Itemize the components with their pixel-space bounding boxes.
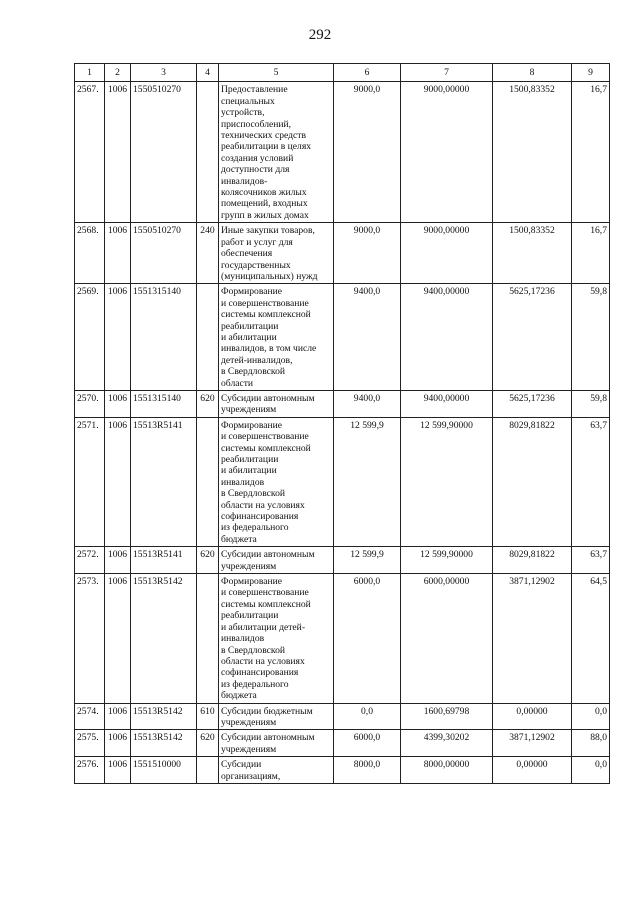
page-number: 292 [308,27,332,43]
item-name-line: колясочников жилых [221,187,307,199]
item-name-line: и абилитации [221,331,277,343]
item-name-line: и совершенствование [221,587,309,599]
row-number-cell: 2567. [75,82,105,223]
target-item-code-cell: 1551315140 [131,284,197,391]
target-item-code-cell: 1551510000 [131,757,197,784]
target-item-code-cell: 1550510270 [131,223,197,284]
column-header: 7 [401,64,493,82]
execution-percent-cell: 16,7 [572,223,610,284]
item-name-cell [219,417,334,546]
section-code-cell: 1006 [105,82,131,223]
executed-amount-cell: 0,00000 [493,703,572,730]
target-item-code-cell: 15513R5141 [131,417,197,546]
item-name-line: работ и услуг для [221,236,293,248]
row-number-cell: 2569. [75,284,105,391]
approved-amount-cell: 8000,0 [334,757,401,784]
expense-type-code-cell [197,574,219,703]
executed-amount-cell: 8029,81822 [493,547,572,574]
table-row [75,417,610,546]
item-name-line: Формирование [221,576,283,588]
item-name-line: Субсидии [221,759,262,771]
item-name-line: учреждениям [221,560,277,572]
target-item-code-cell: 15513R5142 [131,730,197,757]
executed-amount-cell: 3871,12902 [493,574,572,703]
table-row [75,284,610,391]
row-number-cell: 2571. [75,417,105,546]
expense-type-code-cell: 620 [197,730,219,757]
item-name-line: учреждениям [221,743,277,755]
executed-amount-cell: 5625,17236 [493,390,572,417]
column-header: 3 [131,64,197,82]
executed-amount-cell: 1500,83352 [493,82,572,223]
execution-percent-cell: 16,7 [572,82,610,223]
item-name-line: софинансирования [221,667,299,679]
table-row [75,730,610,757]
refined-amount-cell: 9400,00000 [401,284,493,391]
executed-amount-cell: 5625,17236 [493,284,572,391]
row-number-cell: 2573. [75,574,105,703]
section-code-cell: 1006 [105,417,131,546]
refined-amount-cell: 12 599,90000 [401,417,493,546]
item-name-line: системы комплексной [221,442,311,454]
row-number-cell: 2570. [75,390,105,417]
row-number-cell: 2574. [75,703,105,730]
approved-amount-cell: 9000,0 [334,223,401,284]
column-header: 1 [75,64,105,82]
approved-amount-cell: 9000,0 [334,82,401,223]
item-name-line: реабилитации [221,320,279,332]
table-body [75,82,610,784]
item-name-line: системы комплексной [221,309,311,321]
section-code-cell: 1006 [105,730,131,757]
target-item-code-cell: 15513R5142 [131,574,197,703]
expense-type-code-cell: 620 [197,547,219,574]
expense-type-code-cell [197,284,219,391]
column-header: 8 [493,64,572,82]
expense-type-code-cell: 610 [197,703,219,730]
item-name-line: (муниципальных) нужд [221,270,318,282]
item-name-line: области на условиях [221,499,305,511]
execution-percent-cell: 64,5 [572,574,610,703]
item-name-line: Субсидии автономным [221,392,315,404]
expense-type-code-cell: 240 [197,223,219,284]
item-name-line: групп в жилых домах [221,209,309,221]
section-code-cell: 1006 [105,223,131,284]
table-row [75,82,610,223]
item-name-line: Субсидии автономным [221,549,315,561]
item-name-cell [219,703,334,730]
table-row [75,703,610,730]
section-code-cell: 1006 [105,574,131,703]
executed-amount-cell: 3871,12902 [493,730,572,757]
target-item-code-cell: 15513R5141 [131,547,197,574]
item-name-line: организациям, [221,770,281,782]
item-name-line: Формирование [221,286,283,298]
item-name-line: из федерального [221,522,289,534]
item-name-line: государственных [221,259,291,271]
target-item-code-cell: 1551315140 [131,390,197,417]
executed-amount-cell: 0,00000 [493,757,572,784]
expense-type-code-cell [197,757,219,784]
section-code-cell: 1006 [105,284,131,391]
execution-percent-cell: 88,0 [572,730,610,757]
item-name-cell [219,547,334,574]
item-name-line: инвалидов [221,476,265,488]
execution-percent-cell: 59,8 [572,390,610,417]
table-row [75,757,610,784]
item-name-line: учреждениям [221,716,277,728]
row-number-cell: 2575. [75,730,105,757]
item-name-cell [219,223,334,284]
table-header-row [75,64,610,82]
approved-amount-cell: 0,0 [334,703,401,730]
section-code-cell: 1006 [105,757,131,784]
row-number-cell: 2572. [75,547,105,574]
item-name-cell [219,82,334,223]
item-name-line: инвалидов [221,633,265,645]
approved-amount-cell: 6000,0 [334,574,401,703]
refined-amount-cell: 9000,00000 [401,223,493,284]
executed-amount-cell: 8029,81822 [493,417,572,546]
refined-amount-cell: 4399,30202 [401,730,493,757]
execution-percent-cell: 59,8 [572,284,610,391]
refined-amount-cell: 8000,00000 [401,757,493,784]
refined-amount-cell: 1600,69798 [401,703,493,730]
execution-percent-cell: 0,0 [572,757,610,784]
item-name-line: в Свердловской [221,366,286,378]
item-name-line: Субсидии автономным [221,732,315,744]
execution-percent-cell: 63,7 [572,547,610,574]
executed-amount-cell: 1500,83352 [493,223,572,284]
budget-table [74,63,610,784]
item-name-line: Формирование [221,419,283,431]
item-name-cell [219,757,334,784]
item-name-line: реабилитации [221,610,279,622]
target-item-code-cell: 1550510270 [131,82,197,223]
expense-type-code-cell: 620 [197,390,219,417]
column-header: 4 [197,64,219,82]
item-name-line: устройств, [221,107,265,119]
item-name-line: из федерального [221,678,289,690]
item-name-line: бюджета [221,533,257,545]
approved-amount-cell: 12 599,9 [334,417,401,546]
table-row [75,223,610,284]
item-name-line: доступности для [221,164,290,176]
row-number-cell: 2576. [75,757,105,784]
column-header: 9 [572,64,610,82]
approved-amount-cell: 6000,0 [334,730,401,757]
execution-percent-cell: 63,7 [572,417,610,546]
target-item-code-cell: 15513R5142 [131,703,197,730]
section-code-cell: 1006 [105,547,131,574]
row-number-cell: 2568. [75,223,105,284]
item-name-line: инвалидов- [221,175,268,187]
item-name-cell [219,730,334,757]
item-name-line: и абилитации детей- [221,621,306,633]
item-name-line: и совершенствование [221,297,309,309]
item-name-line: бюджета [221,690,257,702]
item-name-line: детей-инвалидов, [221,354,293,366]
item-name-line: приспособлений, [221,118,292,130]
item-name-line: технических средств [221,130,307,142]
item-name-line: инвалидов, в том числе [221,343,317,355]
column-header: 2 [105,64,131,82]
item-name-line: Субсидии бюджетным [221,705,313,717]
item-name-line: Предоставление [221,84,288,96]
item-name-cell [219,284,334,391]
expense-type-code-cell [197,417,219,546]
item-name-cell [219,574,334,703]
approved-amount-cell: 12 599,9 [334,547,401,574]
item-name-line: реабилитации в целях [221,141,312,153]
item-name-line: Иные закупки товаров, [221,225,315,237]
table-row [75,574,610,703]
approved-amount-cell: 9400,0 [334,390,401,417]
section-code-cell: 1006 [105,703,131,730]
refined-amount-cell: 9400,00000 [401,390,493,417]
execution-percent-cell: 0,0 [572,703,610,730]
approved-amount-cell: 9400,0 [334,284,401,391]
item-name-line: помещений, входных [221,198,308,210]
item-name-line: и совершенствование [221,431,309,443]
table-row [75,390,610,417]
item-name-line: обеспечения [221,248,273,260]
item-name-line: учреждениям [221,404,277,416]
item-name-line: и абилитации [221,465,277,477]
refined-amount-cell: 6000,00000 [401,574,493,703]
item-name-cell [219,390,334,417]
refined-amount-cell: 9000,00000 [401,82,493,223]
item-name-line: системы комплексной [221,598,311,610]
column-header: 6 [334,64,401,82]
item-name-line: создания условий [221,152,294,164]
item-name-line: специальных [221,95,275,107]
item-name-line: в Свердловской [221,644,286,656]
expense-type-code-cell [197,82,219,223]
item-name-line: софинансирования [221,511,299,523]
column-header: 5 [219,64,334,82]
item-name-line: области на условиях [221,655,305,667]
item-name-line: области [221,377,254,389]
item-name-line: в Свердловской [221,488,286,500]
table-row [75,547,610,574]
refined-amount-cell: 12 599,90000 [401,547,493,574]
section-code-cell: 1006 [105,390,131,417]
item-name-line: реабилитации [221,454,279,465]
